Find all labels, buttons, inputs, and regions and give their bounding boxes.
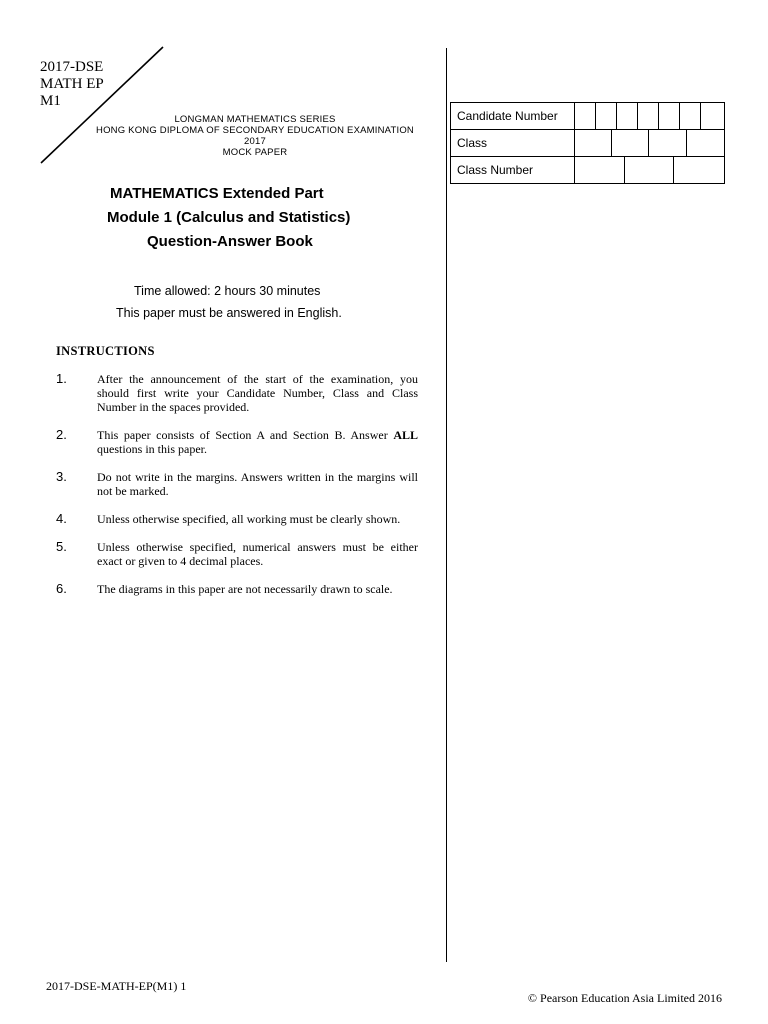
instruction-item [56, 428, 418, 456]
class-label: Class [451, 130, 575, 157]
instruction-text-part: questions in this paper. [97, 442, 207, 456]
instruction-text [97, 428, 418, 456]
class-row [451, 130, 725, 157]
module-title: Module 1 (Calculus and Statistics) [107, 209, 351, 226]
subject-title: MATHEMATICS Extended Part [110, 185, 324, 202]
candidate-number-boxes[interactable] [575, 103, 725, 130]
class-boxes[interactable] [575, 130, 725, 157]
instruction-number: 6. [56, 581, 67, 596]
candidate-number-box[interactable] [700, 103, 722, 129]
time-allowed: Time allowed: 2 hours 30 minutes [134, 284, 321, 298]
instruction-text-part: This paper consists of Section A and Section B. Answer [97, 428, 394, 442]
candidate-info-table [450, 102, 725, 184]
instruction-item [56, 470, 418, 498]
class-number-box[interactable] [624, 157, 673, 183]
exam-name: HONG KONG DIPLOMA OF SECONDARY EDUCATION EXAMINATION [96, 125, 414, 136]
candidate-number-box[interactable] [679, 103, 700, 129]
candidate-number-box[interactable] [595, 103, 616, 129]
class-number-label: Class Number [451, 157, 575, 184]
instruction-number: 3. [56, 469, 67, 484]
class-number-boxes[interactable] [575, 157, 725, 184]
instruction-number: 1. [56, 371, 67, 386]
candidate-number-row [451, 103, 725, 130]
class-box[interactable] [648, 130, 686, 156]
class-number-box[interactable] [673, 157, 723, 183]
instruction-number: 2. [56, 427, 67, 442]
series-header [70, 114, 440, 158]
candidate-number-box[interactable] [658, 103, 679, 129]
instructions-list [56, 372, 418, 610]
class-number-row [451, 157, 725, 184]
instruction-text: After the announcement of the start of the examination, you should first write your Candidate Number, Class and Class Number in the spaces provided. [97, 372, 418, 414]
exam-year: 2017 [244, 136, 266, 147]
class-box[interactable] [686, 130, 724, 156]
instruction-item [56, 512, 418, 526]
candidate-number-label: Candidate Number [451, 103, 575, 130]
paper-code-line: MATH EP [40, 76, 104, 92]
class-box[interactable] [611, 130, 648, 156]
candidate-number-box[interactable] [575, 103, 595, 129]
instruction-emphasis: ALL [393, 428, 418, 442]
instruction-text: Unless otherwise specified, numerical answers must be either exact or given to 4 decimal places. [97, 540, 418, 568]
candidate-number-box[interactable] [637, 103, 658, 129]
paper-code-line: 2017-DSE [40, 59, 104, 75]
instructions-heading: INSTRUCTIONS [56, 344, 155, 358]
candidate-number-box[interactable] [616, 103, 637, 129]
instruction-text: Do not write in the margins. Answers written in the margins will not be marked. [97, 470, 418, 498]
instruction-number: 4. [56, 511, 67, 526]
paper-code-line: M1 [40, 93, 61, 109]
footer-paper-code: 2017-DSE-MATH-EP(M1) 1 [46, 979, 187, 993]
instruction-text: The diagrams in this paper are not necessarily drawn to scale. [97, 582, 393, 596]
series-title: LONGMAN MATHEMATICS SERIES [174, 114, 336, 125]
page-divider [446, 48, 447, 962]
instruction-item [56, 372, 418, 414]
language-note: This paper must be answered in English. [116, 306, 342, 320]
class-box[interactable] [575, 130, 611, 156]
instruction-number: 5. [56, 539, 67, 554]
footer-copyright: © Pearson Education Asia Limited 2016 [527, 991, 722, 1005]
book-title: Question-Answer Book [147, 233, 313, 250]
instruction-item [56, 540, 418, 568]
instruction-item [56, 582, 418, 596]
paper-type: MOCK PAPER [222, 147, 288, 158]
class-number-box[interactable] [575, 157, 624, 183]
instruction-text: Unless otherwise specified, all working must be clearly shown. [97, 512, 401, 526]
